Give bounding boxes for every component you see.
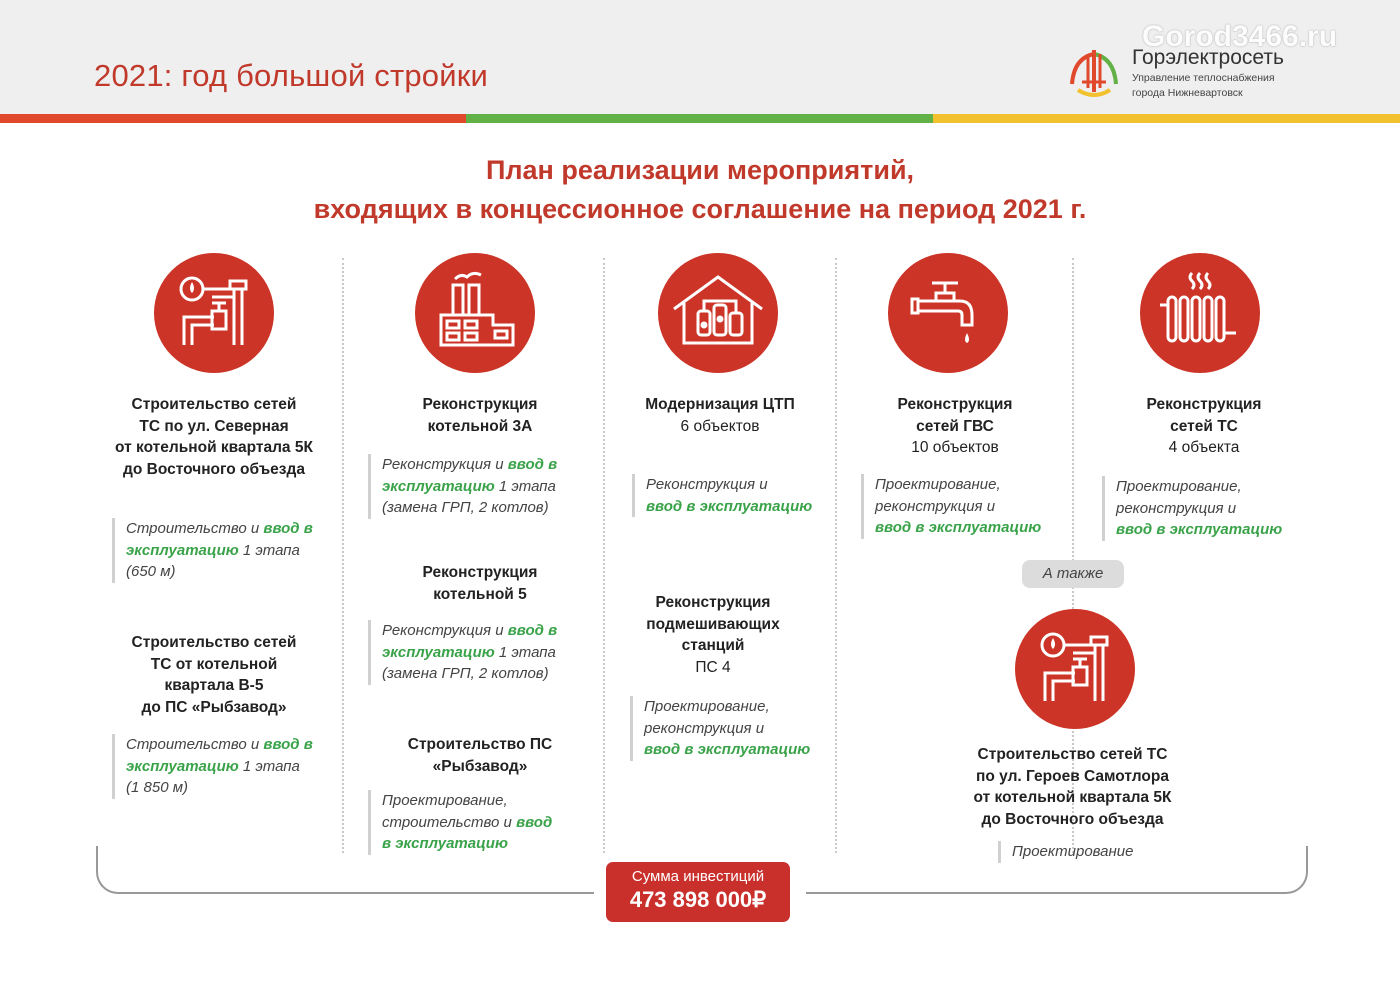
project-note: Проектирование, реконструкция и ввод в эксплуатацию <box>630 696 839 761</box>
project-title: Строительство сетей ТС по ул. Героев Самотлора от котельной квартала 5К до Восточного объезда <box>973 746 1172 828</box>
faucet-icon <box>888 253 1008 373</box>
logo-name: Горэлектросеть <box>1132 46 1284 69</box>
project-title: Реконструкция подмешивающих станций ПС 4 <box>646 594 780 676</box>
factory-icon <box>415 253 535 373</box>
pipe-valve-icon <box>1015 609 1135 729</box>
project-title: Реконструкция сетей ТС 4 объекта <box>1146 396 1262 456</box>
investment-value: 473 898 000₽ <box>629 887 767 912</box>
project-note: Строительство и ввод в эксплуатацию 1 этапа (1 850 м) <box>112 734 326 799</box>
project-note: Реконструкция и ввод в эксплуатацию <box>632 474 836 517</box>
project-title: Реконструкция сетей ГВС 10 объектов <box>897 396 1013 456</box>
project-title: Строительство ПС «Рыбзавод» <box>407 736 553 775</box>
watermark: Gorod3466.ru <box>1142 20 1338 53</box>
also-badge: А также <box>1022 560 1124 588</box>
heading-line-2: входящих в концессионное соглашение на период 2021 г. <box>313 194 1087 224</box>
logo-subtitle-2: города Нижневартовск <box>1132 87 1243 99</box>
column-divider <box>835 258 837 853</box>
page-title: 2021: год большой стройки <box>94 58 489 93</box>
project-note: Реконструкция и ввод в эксплуатацию 1 этапа (замена ГРП, 2 котлов) <box>368 454 597 519</box>
stripe-green <box>466 114 933 123</box>
logo-subtitle-1: Управление теплоснабжения <box>1132 72 1275 84</box>
house-heating-icon <box>658 253 778 373</box>
pipe-valve-icon <box>154 253 274 373</box>
project-title: Строительство сетей ТС по ул. Северная от котельной квартала 5К до Восточного объезда <box>115 396 313 478</box>
project-note: Проектирование, реконструкция и ввод в эксплуатацию <box>1102 476 1311 541</box>
project-note: Строительство и ввод в эксплуатацию 1 этапа (650 м) <box>112 518 326 583</box>
project-note: Проектирование <box>998 841 1182 863</box>
logo-icon <box>1064 44 1124 102</box>
stripe-yellow <box>933 114 1400 123</box>
column-divider <box>603 258 605 853</box>
investment-label: Сумма инвестиций <box>631 868 765 885</box>
heading-line-1: План реализации мероприятий, <box>485 155 915 185</box>
column-divider <box>342 258 344 853</box>
project-note: Реконструкция и ввод в эксплуатацию 1 этапа (замена ГРП, 2 котлов) <box>368 620 597 685</box>
project-note: Проектирование, строительство и ввод в эксплуатацию <box>368 790 597 855</box>
project-title: Модернизация ЦТП 6 объектов <box>645 396 795 435</box>
logo <box>1064 44 1384 104</box>
investment-box <box>606 862 790 922</box>
project-note: Проектирование, реконструкция и ввод в эксплуатацию <box>861 474 1065 539</box>
radiator-icon <box>1140 253 1260 373</box>
project-title: Реконструкция котельной 5 <box>422 564 538 603</box>
project-title: Строительство сетей ТС от котельной квартала В-5 до ПС «Рыбзавод» <box>131 634 297 716</box>
stripe-red <box>0 114 466 123</box>
project-title: Реконструкция котельной 3А <box>422 396 538 435</box>
